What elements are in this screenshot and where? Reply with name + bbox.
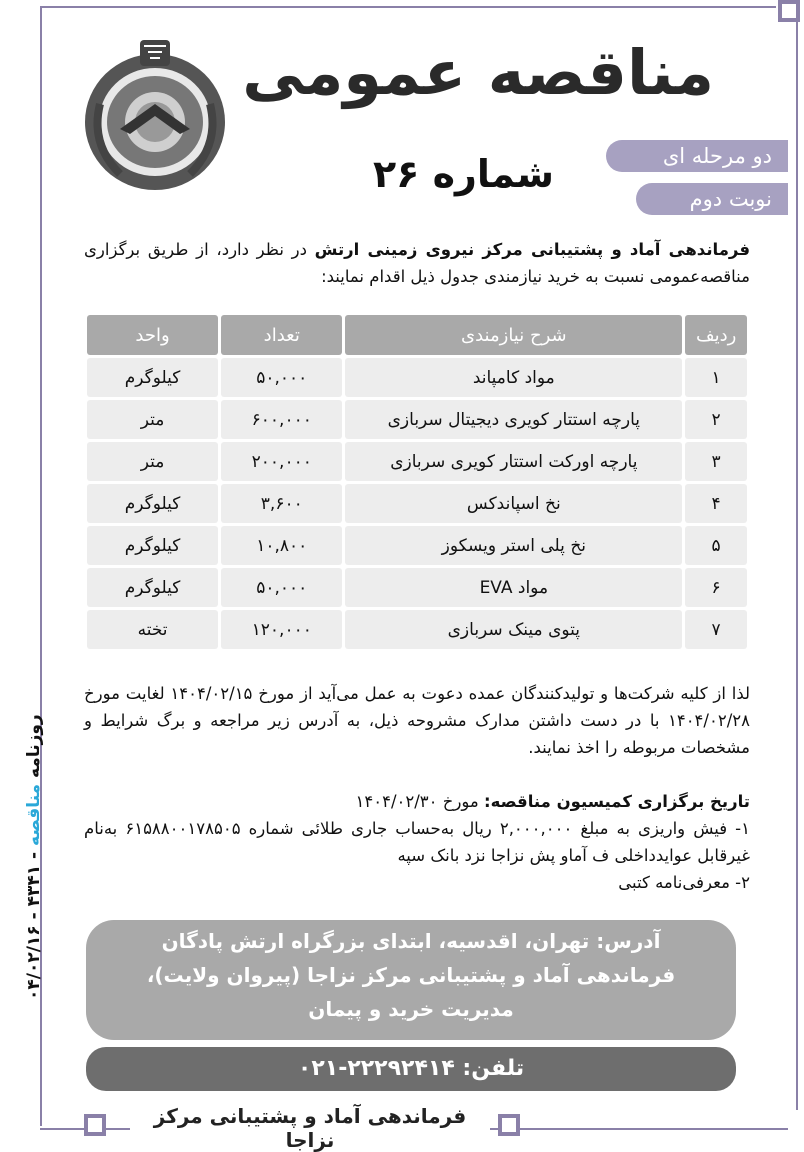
cell-description: نخ اسپاندکس: [345, 484, 682, 523]
table-row: [87, 484, 747, 523]
newspaper-issue-tag: [24, 714, 44, 1000]
frame-corner-square: [778, 0, 800, 22]
cell-description: مواد EVA: [345, 568, 682, 607]
army-emblem-icon: [80, 34, 230, 194]
cell-row-number: ۲: [685, 400, 747, 439]
cell-unit: کیلوگرم: [87, 484, 218, 523]
intro-text: در نظر دارد، از طریق برگزاری مناقصه‌عمومی نسبت به خرید نیازمندی جدول ذیل اقدام نمایند:: [84, 240, 750, 286]
requirements-table: [84, 312, 750, 652]
address-line: فرماندهی آماد و پشتیبانی مرکز نزاجا (پیروان ولایت)،: [146, 963, 676, 987]
cell-description: مواد کامپاند: [345, 358, 682, 397]
cell-unit: کیلوگرم: [87, 526, 218, 565]
header-unit: واحد: [87, 315, 218, 355]
commission-line: [84, 788, 750, 815]
requirement-item-1: ۱- فیش واریزی به مبلغ ۲,۰۰۰,۰۰۰ ریال به‌حساب جاری طلائی شماره ۶۱۵۸۸۰۰۱۷۸۵۰۵ به‌نام غیرقابل عوایدداخلی ف آماو پش نزاجا نزد بانک سپه: [84, 819, 750, 865]
phone-number: تلفن: ۲۲۲۹۲۴۱۴-۰۲۱: [86, 1047, 736, 1091]
cell-description: نخ پلی استر ویسکوز: [345, 526, 682, 565]
cell-quantity: ۱۲۰,۰۰۰: [221, 610, 342, 649]
cell-quantity: ۶۰۰,۰۰۰: [221, 400, 342, 439]
cell-row-number: ۷: [685, 610, 747, 649]
cell-quantity: ۲۰۰,۰۰۰: [221, 442, 342, 481]
address-line: مدیریت خرید و پیمان: [308, 997, 514, 1021]
table-row: [87, 610, 747, 649]
cell-unit: تخته: [87, 610, 218, 649]
table-row: [87, 358, 747, 397]
newspaper-brand: مناقصه: [24, 783, 44, 846]
address-box: [86, 920, 736, 1040]
frame-corner-square: [498, 1114, 520, 1136]
cell-row-number: ۴: [685, 484, 747, 523]
cell-unit: متر: [87, 442, 218, 481]
issue-info: - ۴۳۴۱ - ۰۴/۰۲/۱۶: [24, 845, 44, 1000]
cell-unit: کیلوگرم: [87, 568, 218, 607]
table-row: [87, 442, 747, 481]
commission-date: مورخ ۱۴۰۴/۰۲/۳۰: [355, 792, 485, 811]
header-description: شرح نیازمندی: [345, 315, 682, 355]
tender-number: شماره ۲۶: [372, 152, 554, 196]
cell-row-number: ۶: [685, 568, 747, 607]
table-row: [87, 526, 747, 565]
cell-description: پارچه استتار کویری دیجیتال سربازی: [345, 400, 682, 439]
cell-description: پارچه اورکت استتار کویری سربازی: [345, 442, 682, 481]
frame-corner-square: [84, 1114, 106, 1136]
table-row: [87, 400, 747, 439]
footer-organization: فرماندهی آماد و پشتیبانی مرکز نزاجا: [130, 1104, 490, 1152]
cell-description: پتوی مینک سربازی: [345, 610, 682, 649]
frame-right-line: [796, 18, 798, 1110]
cell-row-number: ۵: [685, 526, 747, 565]
stage-badge: دو مرحله ای: [606, 140, 788, 172]
table-header-row: [87, 315, 747, 355]
header-quantity: تعداد: [221, 315, 342, 355]
newspaper-prefix: روزنامه: [24, 714, 44, 784]
cell-unit: کیلوگرم: [87, 358, 218, 397]
cell-unit: متر: [87, 400, 218, 439]
organization-name: فرماندهی آماد و پشتیبانی مرکز نیروی زمینی ارتش: [314, 240, 750, 259]
cell-quantity: ۱۰,۸۰۰: [221, 526, 342, 565]
cell-row-number: ۱: [685, 358, 747, 397]
page-title: مناقصه عمومی: [242, 36, 714, 109]
table-row: [87, 568, 747, 607]
cell-quantity: ۵۰,۰۰۰: [221, 568, 342, 607]
commission-label: تاریخ برگزاری کمیسیون مناقصه:: [484, 792, 750, 811]
requirement-item-2: ۲- معرفی‌نامه کتبی: [618, 873, 750, 892]
invitation-paragraph: لذا از کلیه شرکت‌ها و تولیدکنندگان عمده دعوت به عمل می‌آید از مورخ ۱۴۰۴/۰۲/۱۵ لغایت مورخ ۱۴۰۴/۰۲/۲۸ با در دست داشتن مدارک مشروحه ذیل، به آدرس زیر مراجعه و برگ شرایط و مشخصات مربوطه را اخذ نمایند.: [84, 684, 751, 757]
cell-quantity: ۳,۶۰۰: [221, 484, 342, 523]
header-row-number: ردیف: [685, 315, 747, 355]
round-badge: نوبت دوم: [636, 183, 788, 215]
address-line: آدرس: تهران، اقدسیه، ابتدای بزرگراه ارتش پادگان: [161, 929, 661, 953]
intro-paragraph: [84, 236, 750, 290]
frame-top-line: [40, 6, 776, 8]
cell-quantity: ۵۰,۰۰۰: [221, 358, 342, 397]
cell-row-number: ۳: [685, 442, 747, 481]
